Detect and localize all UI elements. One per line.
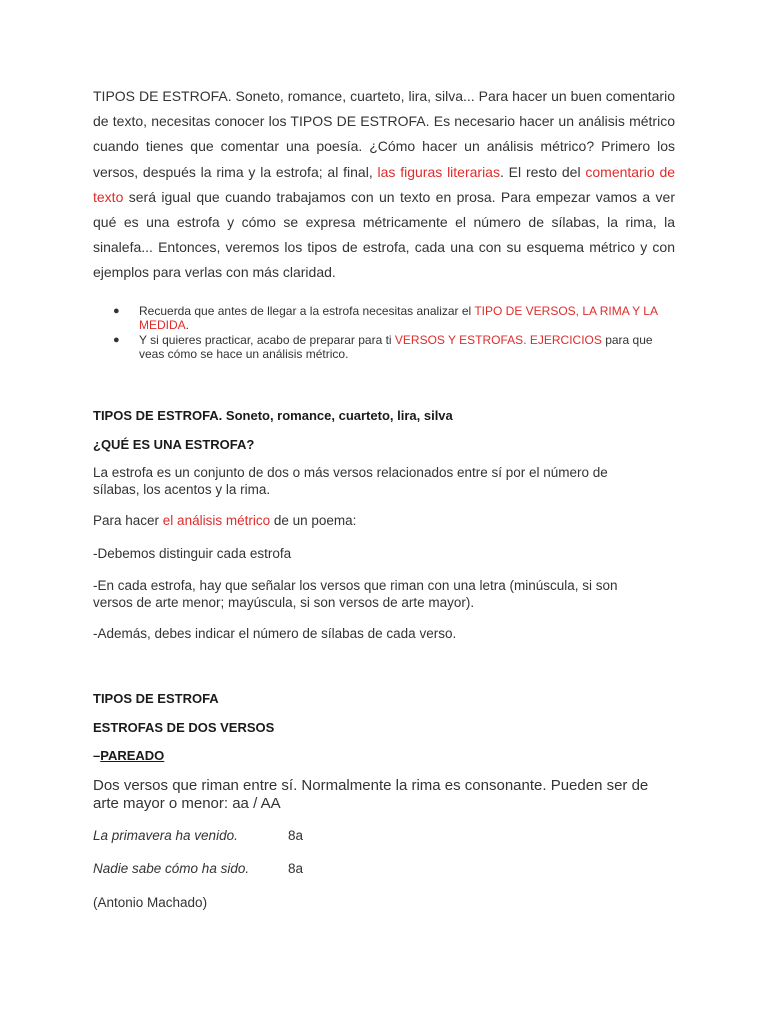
analysis-text: Para hacer [93, 513, 163, 528]
definition-text: La estrofa es un conjunto de dos o más versos relacionados entre sí por el número de sílabas, los acentos y la rima. [93, 465, 608, 497]
types-heading: TIPOS DE ESTROFA [93, 691, 219, 706]
verse-1-measure: 8a [288, 828, 304, 843]
step-2: -En cada estrofa, hay que señalar los versos que riman con una letra (minúscula, si son versos de arte menor; mayúscula, si son versos de arte mayor). [93, 578, 618, 610]
intro-paragraph [93, 84, 675, 286]
pareado-heading [93, 748, 164, 763]
list-item [113, 304, 675, 333]
two-verse-heading: ESTROFAS DE DOS VERSOS [93, 720, 275, 735]
step-3: -Además, debes indicar el número de sílabas de cada verso. [93, 626, 457, 641]
dash: – [93, 748, 101, 763]
step-1: -Debemos distinguir cada estrofa [93, 546, 292, 561]
bullet-text: Recuerda que antes de llegar a la estrofa necesitas analizar el [139, 304, 475, 318]
analysis-intro [93, 513, 356, 530]
author: (Antonio Machado) [93, 895, 208, 910]
bullet-icon: ● [113, 305, 120, 317]
analysis-text-end: de un poema: [270, 513, 357, 528]
bullet-icon: ● [113, 333, 120, 346]
pareado-description: Dos versos que riman entre sí. Normalmente la rima es consonante. Pueden ser de arte mayor o menor: aa / AA [93, 777, 649, 812]
analisis-metrico-link[interactable]: el análisis métrico [162, 513, 271, 528]
verse-1: La primavera ha venido. [93, 828, 238, 843]
question-heading: ¿QUÉ ES UNA ESTROFA? [93, 437, 255, 452]
bullet-text-end: para que veas cómo se hace un análisis métrico. [139, 332, 653, 362]
figuras-literarias-link[interactable]: las figuras literarias [377, 163, 500, 180]
comentario-de-texto-link[interactable]: comentario de texto [93, 163, 676, 205]
intro-text-3: será igual que cuando trabajamos con un texto en prosa. Para empezar vamos a ver qué es una estrofa y cómo se expresa métricamente el número de sílabas, la rima, la sinalefa... Entonces, veremos los tipos de estrofa, cada una con su esquema métrico y con ejemplos para verlas con más claridad. [93, 188, 675, 281]
tips-list [113, 304, 675, 362]
verse-2-measure: 8a [288, 861, 304, 876]
section-heading: TIPOS DE ESTROFA. Soneto, romance, cuarteto, lira, silva [93, 408, 453, 423]
list-item [113, 333, 675, 362]
bullet-text-end: . [185, 318, 190, 333]
verse-2: Nadie sabe cómo ha sido. [93, 861, 250, 876]
bullet-text: Y si quieres practicar, acabo de preparar para ti [139, 332, 395, 347]
intro-text-2: . El resto del [499, 163, 586, 180]
versos-y-estrofas-ejercicios-link[interactable]: VERSOS Y ESTROFAS. EJERCICIOS [394, 332, 602, 347]
intro-text-1: TIPOS DE ESTROFA. Soneto, romance, cuarteto, lira, silva... Para hacer un buen comentario de texto, necesitas conocer los TIPOS DE ESTROFA. Es necesario hacer un análisis métrico cuando tienes que comentar una poesía. ¿Cómo hacer un análisis métrico? Primero los versos, después la rima y la estrofa; al final, [93, 88, 675, 180]
tipo-de-versos-link[interactable]: TIPO DE VERSOS, LA RIMA Y LA MEDIDA [139, 304, 658, 333]
pareado-label: PAREADO [100, 748, 165, 763]
